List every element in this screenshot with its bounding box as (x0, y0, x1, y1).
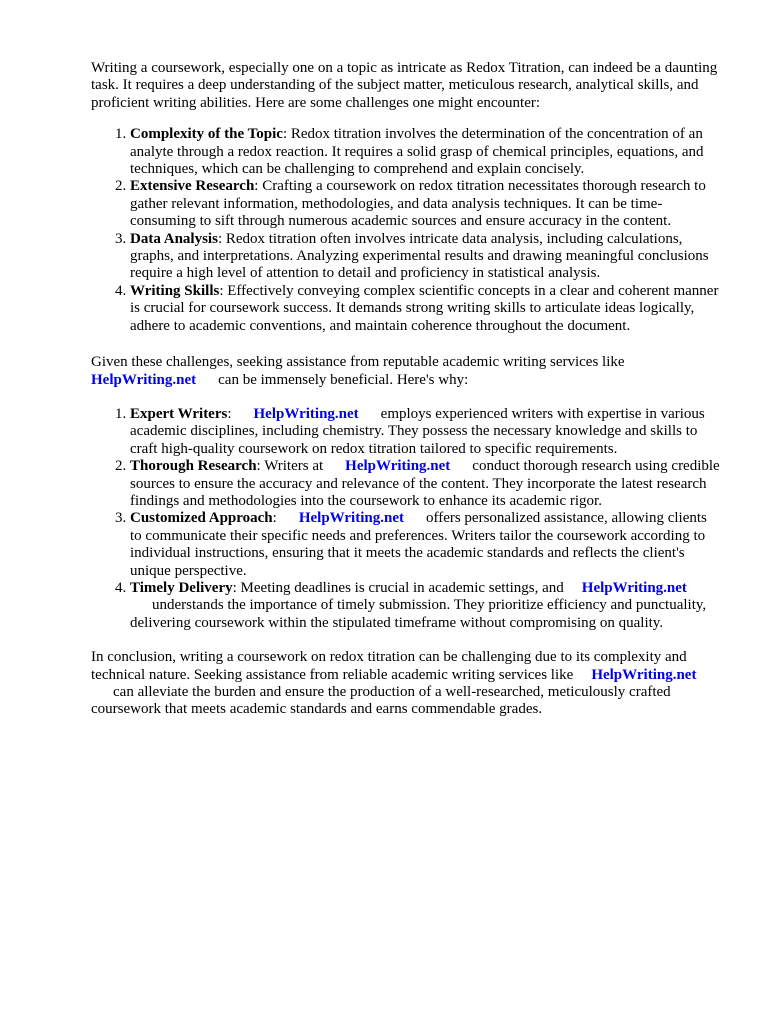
reasons-list (91, 406, 721, 632)
helpwriting-link[interactable]: HelpWriting.net (298, 510, 404, 527)
item-title: Timely Delivery (130, 579, 233, 596)
helpwriting-link[interactable]: HelpWriting.net (253, 405, 359, 422)
item-title: Expert Writers (130, 405, 228, 422)
item-text: : Redox titration often involves intricate data analysis, including calculations, graphs, and interpretations. Analyzing experimental results and drawing meaningful conclusions require a high level of attention to detail and proficiency in statistical analysis. (130, 230, 709, 282)
list-item (130, 458, 721, 510)
conclusion-paragraph (91, 649, 721, 719)
conclusion-text-before: In conclusion, writing a coursework on redox titration can be challenging due to its complexity and technical nature. Seeking assistance from reliable academic writing services like (91, 649, 687, 683)
item-lead: : Meeting deadlines is crucial in academic settings, and (232, 579, 564, 596)
list-item (130, 510, 721, 580)
assistance-text-before: Given these challenges, seeking assistance from reputable academic writing services like (91, 354, 625, 371)
list-item (130, 406, 721, 458)
item-title: Customized Approach (130, 510, 273, 527)
item-text: offers personalized assistance, allowing clients to communicate their specific needs and preferences. Writers tailor the coursework according to individual instructions, ensuring that it meets the academic standards and reflects the client's unique perspective. (130, 510, 707, 579)
item-title: Writing Skills (130, 282, 220, 299)
item-lead: : (227, 405, 232, 422)
list-item (130, 231, 721, 283)
list-item (130, 178, 721, 230)
assistance-text-after: can be immensely beneficial. Here's why: (218, 371, 469, 388)
list-item (130, 126, 721, 178)
helpwriting-link[interactable]: HelpWriting.net (345, 458, 451, 475)
document-body (91, 60, 721, 719)
item-text: : Crafting a coursework on redox titration necessitates thorough research to gather relevant information, methodologies, and data analysis techniques. It can be time-consuming to sift through numerous academic sources and ensure accuracy in the content. (130, 178, 706, 230)
item-title: Thorough Research (130, 458, 257, 475)
challenges-list (91, 126, 721, 335)
item-lead: : Writers at (256, 458, 324, 475)
item-text: : Redox titration involves the determination of the concentration of an analyte through a redox reaction. It requires a solid grasp of chemical principles, equations, and techniques, which can be challenging to comprehend and explain concisely. (130, 126, 704, 178)
item-title: Extensive Research (130, 178, 255, 195)
item-text: understands the importance of timely submission. They prioritize efficiency and punctuality, delivering coursework within the stipulated timeframe without compromising on quality. (130, 597, 707, 631)
helpwriting-link[interactable]: HelpWriting.net (581, 579, 687, 596)
helpwriting-link[interactable]: HelpWriting.net (91, 371, 197, 388)
item-text: : Effectively conveying complex scientific concepts in a clear and coherent manner is crucial for coursework success. It demands strong writing skills to articulate ideas logically, adhere to academic conventions, and maintain coherence throughout the document. (130, 282, 719, 334)
list-item (130, 283, 721, 335)
helpwriting-link[interactable]: HelpWriting.net (591, 666, 697, 683)
item-text: conduct thorough research using credible sources to ensure the accuracy and relevance of the content. They incorporate the latest research findings and methodologies into the coursework to enhance its academic rigor. (130, 458, 720, 509)
item-title: Complexity of the Topic (130, 126, 283, 143)
item-text: employs experienced writers with expertise in various academic disciplines, including chemistry. They possess the necessary knowledge and skills to craft high-quality coursework on redox titration tailored to specific requirements. (130, 405, 705, 457)
intro-paragraph: Writing a coursework, especially one on a topic as intricate as Redox Titration, can indeed be a daunting task. It requires a deep understanding of the subject matter, meticulous research, analytical skills, and proficient writing abilities. Here are some challenges one might encounter: (91, 60, 718, 111)
item-title: Data Analysis (130, 230, 218, 247)
list-item (130, 580, 721, 632)
conclusion-text-after: can alleviate the burden and ensure the production of a well-researched, meticulously crafted coursework that meets academic standards and earns commendable grades. (91, 684, 671, 718)
item-lead: : (272, 510, 277, 527)
assistance-paragraph (91, 354, 721, 389)
